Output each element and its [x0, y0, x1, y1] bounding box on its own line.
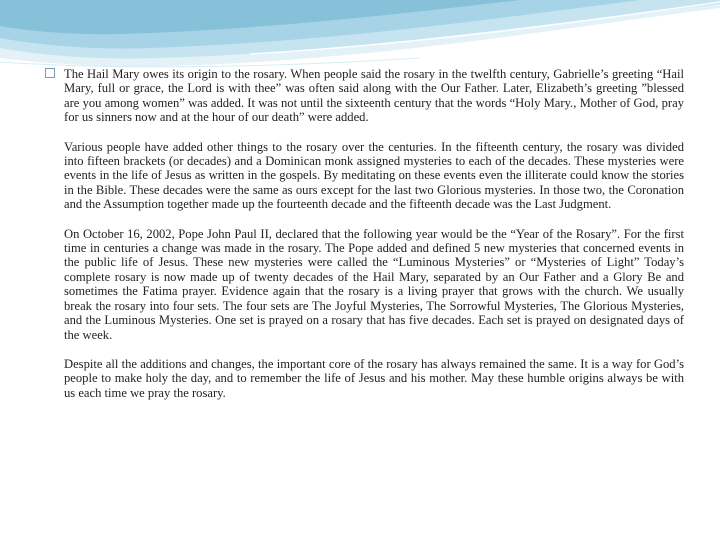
- slide-body-text: [64, 67, 684, 415]
- decorative-wave-banner: [0, 0, 720, 70]
- paragraph-conclusion: Despite all the additions and changes, the important core of the rosary has always remained the same. It is a way for God’s people to make holy the day, and to remember the life of Jesus and his mother. May these humble origins always be with us each time we pray the rosary.: [64, 356, 684, 400]
- paragraph-luminous-mysteries: On October 16, 2002, Pope John Paul II, declared that the following year would be the “Year of the Rosary”. For the first time in centuries a change was made in the rosary. The Pope added and defined 5 new mysteries that concerned events in the public life of Jesus. These new mysteries were called the “Luminous Mysteries” or “Mysteries of Light” Today’s complete rosary is now made up of twenty decades of the Hail Mary, separated by an Our Father and a Glory Be and sometimes the Fatima prayer. Evidence again that the rosary is a living prayer that grows with the church. We usually break the rosary into four sets. The four sets are The Joyful Mysteries, The Sorrowful Mysteries, The Glorious Mysteries, and the Luminous Mysteries. One set is prayed on a rosary that has five decades. Each set is prayed on designated days of the week.: [64, 226, 684, 342]
- square-bullet-icon: [45, 68, 55, 78]
- paragraph-hail-mary-origin: The Hail Mary owes its origin to the rosary. When people said the rosary in the twelfth century, Gabrielle’s greeting “Hail Mary, full or grace, the Lord is with thee” was often said along with the Our Father. Later, Elizabeth’s greeting ”blessed are you among women” was added. It was not until the sixteenth century that the words “Holy Mary., Mother of God, pray for us sinners now and at the hour of our death” were added.: [64, 67, 684, 125]
- paragraph-rosary-history: Various people have added other things to the rosary over the centuries. In the fifteenth century, the rosary was divided into fifteen brackets (or decades) and a Dominican monk assigned mysteries to each of the decades. These mysteries were events in the life of Jesus as written in the gospels. By meditating on these events even the illiterate could know the stories in the Bible. These decades were the same as ours except for the last two Glorious mysteries. In those two, the Coronation and the Assumption together made up the fourteenth decade and the fifteenth decade was the Last Judgment.: [64, 139, 684, 212]
